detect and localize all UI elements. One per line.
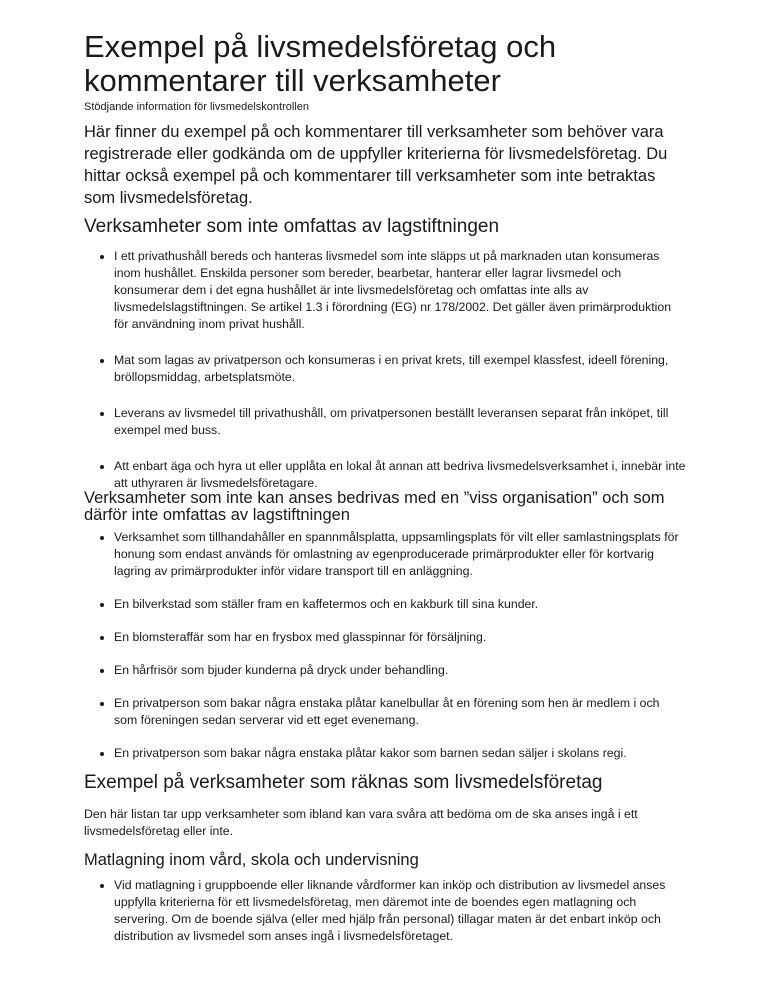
list-item: En privatperson som bakar några enstaka plåtar kanelbullar åt en förening som hen är medlem i och som föreningen sedan serverar vid ett eget evenemang.: [84, 695, 686, 729]
list-item: En bilverkstad som ställer fram en kaffetermos och en kakburk till sina kunder.: [84, 596, 686, 613]
list-no-organisation: [84, 529, 686, 762]
list-item: Att enbart äga och hyra ut eller upplåta en lokal åt annan att bedriva livsmedelsverksamhet i, innebär inte att uthyraren är livsmedelsföretagare.: [84, 458, 686, 492]
section-heading-no-organisation: Verksamheter som inte kan anses bedrivas med en ”viss organisation” och som därför inte omfattas av lagstiftningen: [84, 489, 665, 524]
section-heading-not-covered: Verksamheter som inte omfattas av lagstiftningen: [84, 216, 500, 237]
list-item: Verksamhet som tillhandahåller en spannmålsplatta, uppsamlingsplats för vilt eller samlastningsplats för honung som endast används för omlastning av egenproducerade primärprodukter eller för kortvarig lagring av primärprodukter inför vidare transport till en anläggning.: [84, 529, 686, 580]
list-care-school: [84, 877, 686, 945]
list-item: En hårfrisör som bjuder kunderna på dryck under behandling.: [84, 662, 686, 679]
list-item: En privatperson som bakar några enstaka plåtar kakor som barnen sedan säljer i skolans regi.: [84, 745, 686, 762]
page-subtitle: Stödjande information för livsmedelskontrollen: [84, 101, 310, 113]
list-item: Leverans av livsmedel till privathushåll, om privatpersonen beställt leveransen separat från inköpet, till exempel med buss.: [84, 405, 686, 439]
section-heading-care-school: Matlagning inom vård, skola och undervisning: [84, 851, 419, 869]
list-item: I ett privathushåll bereds och hanteras livsmedel som inte släpps ut på marknaden utan konsumeras inom hushållet. Enskilda personer som bereder, bearbetar, hanterar eller lagrar livsmedel och konsumerar dem i det egna hushållet är inte livsmedelsföretag och omfattas inte alls av livsmedelslagstiftningen. Se artikel 1.3 i förordning (EG) nr 178/2002. Det gäller även primärproduktion för användning inom privat hushåll.: [84, 248, 686, 333]
list-not-covered: [84, 248, 686, 492]
section-paragraph: Den här listan tar upp verksamheter som ibland kan vara svåra att bedöma om de ska anses ingå i ett livsmedelsföretag eller inte.: [84, 807, 638, 838]
section-heading-food-business: Exempel på verksamheter som räknas som livsmedelsföretag: [84, 772, 603, 793]
list-item: Mat som lagas av privatperson och konsumeras i en privat krets, till exempel klassfest, ideell förening, bröllopsmiddag, arbetsplatsmöte.: [84, 352, 686, 386]
list-item: Vid matlagning i gruppboende eller liknande vårdformer kan inköp och distribution av livsmedel anses uppfylla kriterierna för ett livsmedelsföretag, men däremot inte de boendes egen matlagning och servering. Om de boende själva (eller med hjälp från personal) tillagar maten är det enbart inköp och distribution av livsmedel som anses ingå i livsmedelsföretaget.: [84, 877, 686, 945]
list-item: En blomsteraffär som har en frysbox med glasspinnar för försäljning.: [84, 629, 686, 646]
intro-paragraph: Här finner du exempel på och kommentarer till verksamheter som behöver vara registrerade eller godkända om de uppfyller kriterierna för livsmedelsföretag. Du hittar också exempel på och kommentarer till verksamheter som inte betraktas som livsmedelsföretag.: [84, 123, 668, 207]
page-title: Exempel på livsmedelsföretag och kommentarer till verksamheter: [84, 29, 557, 98]
